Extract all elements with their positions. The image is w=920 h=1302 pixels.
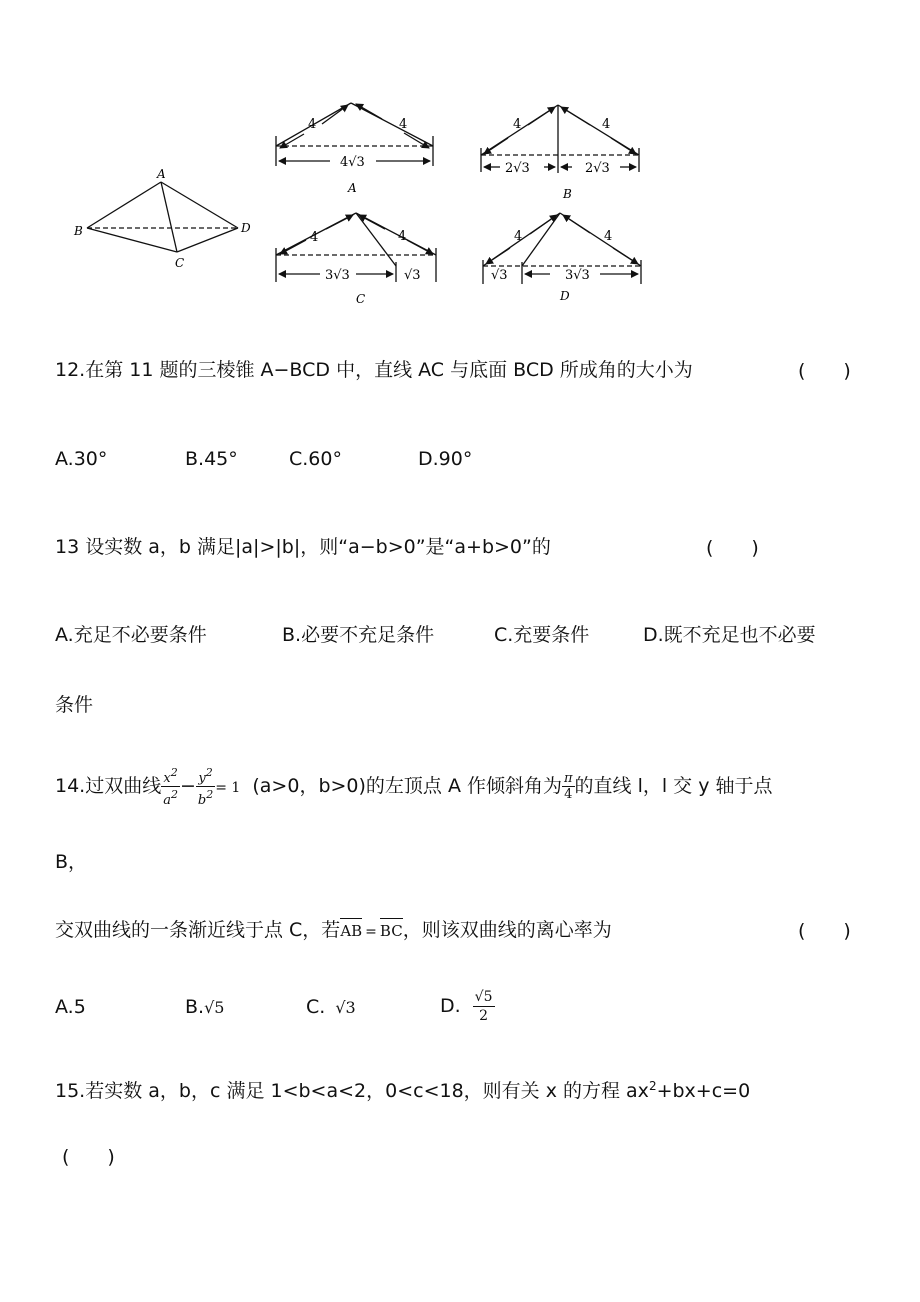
vector-bc: BC [380,917,403,945]
vector-ab: AB [340,917,362,945]
panel-b-base-right-length: 2√3 [585,161,610,176]
geometry-figure [60,88,660,313]
question-14-line-2: B， [55,851,88,873]
vertex-label-a: A [157,167,166,181]
panel-b-base-left-length: 2√3 [505,161,530,176]
panel-c-right-length: 4 [398,229,407,244]
question-15: 15.若实数 a，b，c 满足 1<b<a<2，0<c<18，则有关 x 的方程 $ax^2+bx+c=0$ [55,1079,751,1102]
question-12-option-a: A.30° [55,448,108,470]
panel-d-left-length: 4 [514,229,523,244]
tetrahedron-diagram [87,182,238,252]
question-13-option-a: A.充足不必要条件 [55,624,207,646]
panel-c-base-left-length: 3√3 [325,268,350,283]
question-14-option-b: B.√5 [185,996,225,1018]
question-15-answer-blank: ( ) [62,1146,115,1168]
question-15-text: 15.若实数 a，b，c 满足 1<b<a<2，0<c<18，则有关 x 的方程 ax [55,1080,649,1102]
question-12-text: 12.在第 11 题的三棱锥 A−BCD 中，直线 AC 与底面 BCD 所成角的大小为 [55,359,693,381]
question-14-condition: (a>0，b>0)的左顶点 A 作倾斜角为 [252,775,562,797]
question-13-text: 13 设实数 a，b 满足|a|>|b|，则“a−b>0”是“a+b>0”的 [55,536,551,558]
equation-equals-one: = 1 [215,780,241,796]
question-14-option-c: C. √3 [306,996,356,1018]
question-13-answer-blank: ( ) [706,537,759,559]
question-13-option-c: C.充要条件 [494,624,590,646]
question-14-line-3-post: ，则该双曲线的离心率为 [402,919,612,941]
panel-a-left-length: 4 [308,117,317,132]
fraction-sqrt5-2: $\frac{√5}{2}$ [474,989,493,1024]
question-13-option-d-wrap: 条件 [55,694,94,716]
question-14-prefix: 14.过双曲线 [55,775,162,797]
panel-d-base-left-length: √3 [491,268,508,283]
question-12-option-b: B.45° [185,448,238,470]
panel-c-base-right-length: √3 [404,268,421,283]
panel-d-base-right-length: 3√3 [565,268,590,283]
vertex-label-c: C [175,256,185,270]
panel-c-left-length: 4 [310,230,319,245]
panel-b-left-length: 4 [513,117,522,132]
vertex-label-b: B [74,224,83,238]
question-13-option-b: B.必要不充足条件 [282,624,435,646]
panel-b-right-length: 4 [602,117,611,132]
figure-area [60,88,660,313]
question-13-option-d: D.既不充足也不必要 [643,624,816,646]
question-14-line-3: 交双曲线的一条渐近线于点 C，若 AB = BC，则该双曲线的离心率为 [55,916,862,946]
question-12-option-d: D.90° [418,448,473,470]
panel-a-right-length: 4 [399,117,408,132]
question-14-line-3-pre: 交双曲线的一条渐近线于点 C，若 [55,919,341,941]
question-14-option-d: D. $\frac{√5}{2}$ [440,989,493,1024]
panel-a-base-length: 4√3 [340,155,365,170]
question-12-answer-blank: ( ) [798,360,851,382]
fraction-pi-4: $\frac{\pi}{4}$ [564,771,573,802]
panel-a-caption: A [348,181,357,195]
question-14-line-1: 14.过双曲线 $\frac{x^2}{a^2}$ − $\frac{y^2}{b^2}$ = 1 (a>0，b>0)的左顶点 A 作倾斜角为 $\frac{\pi}{4}$ 的直线 l，l 交 y 轴于点 [55,766,773,808]
panel-b-caption: B [563,187,572,201]
panel-d-caption: D [560,289,570,303]
question-12-option-c: C.60° [289,448,342,470]
question-12 [55,356,862,384]
fraction-y2-b2: $\frac{y^2}{b^2}$ [197,766,214,808]
question-14-option-a: A.5 [55,996,86,1018]
panel-c-caption: C [356,292,366,306]
question-14-after-angle: 的直线 l，l 交 y 轴于点 [574,775,773,797]
vertex-label-d: D [241,221,251,235]
panel-d-right-length: 4 [604,229,613,244]
fraction-x2-a2: $\frac{x^2}{a^2}$ [163,766,178,808]
question-14-answer-blank: ( ) [798,920,851,942]
